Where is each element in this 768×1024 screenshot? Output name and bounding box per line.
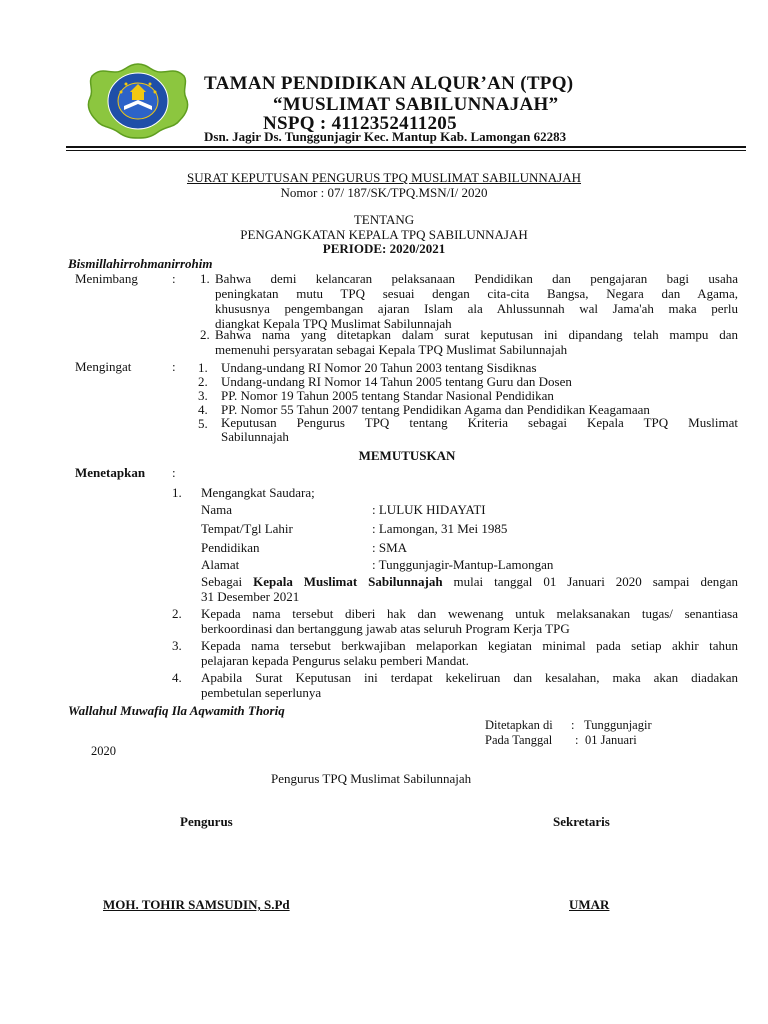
- text-line: pembetulan seperlunya: [201, 685, 322, 700]
- sebagai-post: mulai tanggal 01 Januari 2020 sampai dengan: [442, 574, 738, 589]
- text-line: Bahwa nama yang ditetapkan dalam surat keputusan ini dipandang telah mampu dan: [215, 327, 738, 342]
- doc-subject: PENGANGKATAN KEPALA TPQ SABILUNNAJAH: [240, 227, 528, 242]
- tpq-emblem-icon: [86, 62, 190, 140]
- header-rule-thin: [66, 150, 746, 151]
- signature-role-left: Pengurus: [180, 814, 233, 829]
- item-number: 2.: [198, 374, 208, 389]
- ditetapkan-value: Tunggunjagir: [584, 718, 652, 732]
- ditetapkan-sep: :: [571, 718, 575, 732]
- closing-year: 2020: [91, 744, 116, 758]
- item-number: 1.: [198, 360, 208, 375]
- item-number: 4.: [172, 670, 182, 685]
- doc-opening: Bismillahirrohmanirrohim: [68, 256, 213, 271]
- text-line: peningkatan mutu TPQ sesuai dengan cita-cita Bangsa, Negara dan Agama,: [215, 286, 738, 301]
- tanggal-value: 01 Januari: [585, 733, 637, 747]
- doc-period: PERIODE: 2020/2021: [322, 241, 446, 256]
- text-line: pelajaran kepada Pengurus selaku pemberi Mandat.: [201, 653, 469, 668]
- item-number: 2.: [200, 327, 210, 342]
- menetapkan-colon: :: [172, 465, 176, 480]
- item-number: 5.: [198, 416, 208, 431]
- doc-tentang: TENTANG: [353, 212, 415, 227]
- item-number: 4.: [198, 402, 208, 417]
- menetapkan-item-1-intro: Mengangkat Saudara;: [201, 485, 315, 500]
- text-line: 31 Desember 2021: [201, 589, 300, 604]
- text-line: Keputusan Pengurus TPQ tentang Kriteria sebagai Kepala TPQ Muslimat: [221, 415, 738, 430]
- field-label: Nama: [201, 502, 233, 517]
- field-value: : SMA: [372, 540, 408, 555]
- mengingat-colon: :: [172, 359, 176, 374]
- signature-role-right: Sekretaris: [553, 814, 610, 829]
- menetapkan-label: Menetapkan: [75, 465, 146, 480]
- header-rule-thick: [66, 146, 746, 148]
- text-line: Undang-undang RI Nomor 20 Tahun 2003 tentang Sisdiknas: [221, 360, 537, 375]
- tanggal-sep: :: [575, 733, 579, 747]
- field-label: Alamat: [201, 557, 240, 572]
- text-line: Bahwa demi kelancaran pelaksanaan Pendidikan dan pengajaran bagi usaha: [215, 271, 738, 286]
- field-label: Tempat/Tgl Lahir: [201, 521, 293, 536]
- text-line: khususnya pengembangan ajaran Islam ala Ahlussunnah wal Jama'ah maka perlu: [215, 301, 738, 316]
- doc-title: SURAT KEPUTUSAN PENGURUS TPQ MUSLIMAT SABILUNNAJAH: [186, 170, 582, 185]
- signature-name-right: UMAR: [569, 897, 610, 912]
- closing-wallahul: Wallahul Muwafiq Ila Aqwamith Thoriq: [68, 703, 285, 718]
- text-line: memenuhi persyaratan sebagai Kepala TPQ Muslimat Sabilunnajah: [215, 342, 568, 357]
- field-value: : Lamongan, 31 Mei 1985: [372, 521, 508, 536]
- field-value: : Tunggunjagir-Mantup-Lamongan: [372, 557, 554, 572]
- text-line: Apabila Surat Keputusan ini terdapat kekeliruan dan kesalahan, maka akan diadakan: [201, 670, 738, 685]
- menimbang-label: Menimbang: [75, 271, 138, 286]
- text-line: Undang-undang RI Nomor 14 Tahun 2005 tentang Guru dan Dosen: [221, 374, 572, 389]
- org-address: Dsn. Jagir Ds. Tunggunjagir Kec. Mantup Kab. Lamongan 62283: [204, 129, 567, 144]
- text-line: Kepada nama tersebut diberi hak dan wewenang untuk melaksanakan tugas/ senantiasa: [201, 606, 738, 621]
- text-line: diangkat Kepala TPQ Muslimat Sabilunnajah: [215, 316, 452, 331]
- text-line: Kepada nama tersebut berkwajiban melaporkan kegiatan minimal pada setiap akhir tahun: [201, 638, 738, 653]
- field-label: Pendidikan: [201, 540, 260, 555]
- field-value: : LULUK HIDAYATI: [372, 502, 486, 517]
- menimbang-colon: :: [172, 271, 176, 286]
- tanggal-label: Pada Tanggal: [485, 733, 553, 747]
- signature-name-left: MOH. TOHIR SAMSUDIN, S.Pd: [103, 897, 290, 912]
- memutuskan-heading: MEMUTUSKAN: [358, 448, 456, 463]
- ditetapkan-label: Ditetapkan di: [485, 718, 553, 732]
- item-number: 2.: [172, 606, 182, 621]
- text-line: Sabilunnajah: [221, 429, 289, 444]
- sebagai-pre: Sebagai: [201, 574, 254, 589]
- text-line: PP. Nomor 19 Tahun 2005 tentang Standar Nasional Pendidikan: [221, 388, 554, 403]
- text-line: PP. Nomor 55 Tahun 2007 tentang Pendidikan Agama dan Pendidikan Keagamaan: [221, 402, 650, 417]
- item-number: 3.: [198, 388, 208, 403]
- menetapkan-item-1-number: 1.: [172, 485, 182, 500]
- closing-org: Pengurus TPQ Muslimat Sabilunnajah: [271, 771, 472, 786]
- org-name-line2: “MUSLIMAT SABILUNNAJAH”: [273, 94, 559, 115]
- text-line: berkoordinasi dan bertanggung jawab atas seluruh Program Kerja TPG: [201, 621, 570, 636]
- item-number: 3.: [172, 638, 182, 653]
- mengingat-label: Mengingat: [75, 359, 132, 374]
- org-nspq: NSPQ : 4112352411205: [263, 113, 457, 134]
- org-name-line1: TAMAN PENDIDIKAN ALQUR’AN (TPQ): [204, 73, 574, 94]
- sebagai-bold: Kepala Muslimat Sabilunnajah: [253, 574, 443, 589]
- doc-number: Nomor : 07/ 187/SK/TPQ.MSN/I/ 2020: [280, 185, 488, 200]
- sebagai-paragraph: [201, 574, 738, 604]
- item-number: 1.: [200, 271, 210, 286]
